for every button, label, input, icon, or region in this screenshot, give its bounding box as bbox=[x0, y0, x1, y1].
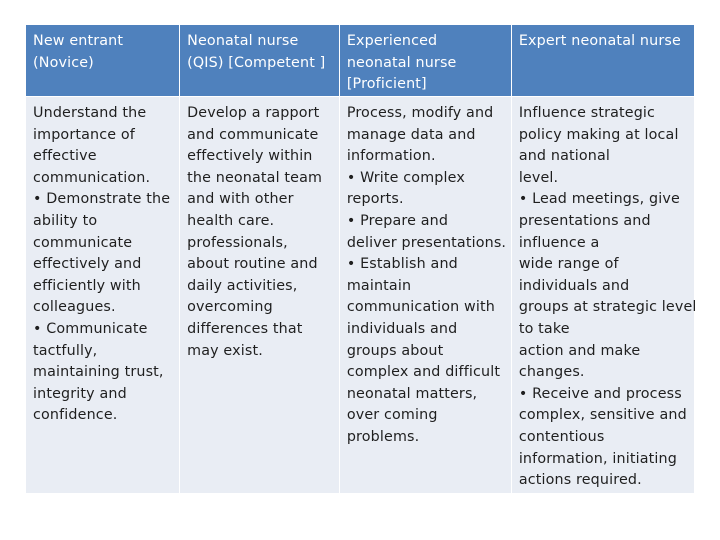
header-line: [Proficient] bbox=[346, 76, 427, 93]
header-expert bbox=[511, 25, 694, 97]
cell-line: health care. bbox=[187, 212, 275, 229]
header-line: Expert neonatal nurse bbox=[518, 33, 681, 49]
cell-line: ability to bbox=[33, 212, 98, 229]
cell-line: reports. bbox=[346, 191, 404, 208]
cell-line: effectively within bbox=[187, 148, 313, 165]
cell-line: policy making at local bbox=[518, 126, 679, 143]
cell-line: complex and difficult bbox=[346, 364, 501, 381]
cell-line: • Prepare and bbox=[346, 212, 449, 229]
cell-line: information, initiating bbox=[518, 450, 677, 467]
cell-line: effectively and bbox=[33, 256, 142, 273]
header-novice bbox=[26, 25, 180, 97]
cell-proficient bbox=[339, 97, 511, 494]
cell-line: communicate bbox=[33, 234, 133, 251]
cell-line: complex, sensitive and bbox=[518, 407, 687, 424]
cell-line: tactfully, bbox=[33, 342, 98, 359]
header-line: (Novice) bbox=[33, 54, 94, 71]
header-proficient bbox=[339, 25, 511, 97]
header-line: (QIS) [Competent ] bbox=[187, 54, 326, 71]
cell-expert bbox=[511, 97, 697, 494]
cell-line: communication with bbox=[346, 299, 495, 316]
header-line: New entrant bbox=[33, 33, 124, 49]
cell-line: Process, modify and bbox=[346, 105, 494, 121]
cell-novice bbox=[26, 97, 180, 494]
cell-line: confidence. bbox=[33, 407, 118, 424]
cell-line: • Establish and bbox=[346, 256, 458, 273]
cell-line: daily activities, bbox=[187, 277, 298, 294]
cell-line: Understand the bbox=[33, 105, 147, 121]
cell-line: and communicate bbox=[187, 126, 319, 143]
cell-line: • Receive and process bbox=[518, 385, 682, 402]
cell-line: efficiently with bbox=[33, 277, 141, 294]
cell-line: changes. bbox=[518, 364, 585, 381]
cell-competent bbox=[180, 97, 340, 494]
cell-line: about routine and bbox=[187, 256, 318, 273]
cell-line: differences that bbox=[187, 320, 303, 337]
cell-line: groups about bbox=[346, 342, 444, 359]
cell-line: contentious bbox=[518, 428, 605, 445]
table-row bbox=[26, 97, 695, 494]
cell-line: deliver presentations. bbox=[346, 234, 507, 251]
cell-line: • Communicate bbox=[33, 320, 148, 337]
cell-line: colleagues. bbox=[33, 299, 116, 316]
cell-line: information. bbox=[346, 148, 436, 165]
cell-line: individuals and bbox=[346, 320, 458, 337]
cell-line: maintain bbox=[346, 277, 412, 294]
header-line: Neonatal nurse bbox=[187, 33, 299, 49]
cell-line: action and make bbox=[518, 342, 641, 359]
cell-line: may exist. bbox=[187, 342, 263, 359]
cell-line: professionals, bbox=[187, 234, 288, 251]
cell-line: to take bbox=[518, 320, 570, 337]
cell-line: • Lead meetings, give bbox=[518, 191, 680, 208]
cell-line: • Write complex bbox=[346, 169, 465, 186]
cell-line: over coming bbox=[346, 407, 438, 424]
cell-line: actions required. bbox=[518, 472, 642, 489]
header-line: Experienced bbox=[346, 33, 438, 49]
header-row bbox=[26, 25, 695, 97]
cell-line: Develop a rapport bbox=[187, 105, 320, 121]
cell-line: overcoming bbox=[187, 299, 273, 316]
cell-line: presentations and bbox=[518, 212, 651, 229]
cell-line: maintaining trust, bbox=[33, 364, 164, 381]
cell-line: manage data and bbox=[346, 126, 476, 143]
cell-line: problems. bbox=[346, 428, 420, 445]
header-competent bbox=[180, 25, 340, 97]
cell-line: groups at strategic level bbox=[518, 299, 697, 316]
cell-line: and with other bbox=[187, 191, 294, 208]
cell-line: effective bbox=[33, 148, 97, 165]
cell-line: level. bbox=[518, 169, 559, 186]
cell-line: • Demonstrate the bbox=[33, 191, 171, 208]
cell-line: importance of bbox=[33, 126, 135, 143]
cell-line: neonatal matters, bbox=[346, 385, 478, 402]
cell-line: Influence strategic bbox=[518, 105, 656, 121]
cell-line: wide range of bbox=[518, 256, 619, 273]
cell-line: influence a bbox=[518, 234, 600, 251]
competency-table bbox=[25, 24, 695, 494]
header-line: neonatal nurse bbox=[346, 54, 457, 71]
cell-line: the neonatal team bbox=[187, 169, 323, 186]
cell-line: and national bbox=[518, 148, 610, 165]
cell-line: individuals and bbox=[518, 277, 630, 294]
cell-line: integrity and bbox=[33, 385, 127, 402]
cell-line: communication. bbox=[33, 169, 151, 186]
